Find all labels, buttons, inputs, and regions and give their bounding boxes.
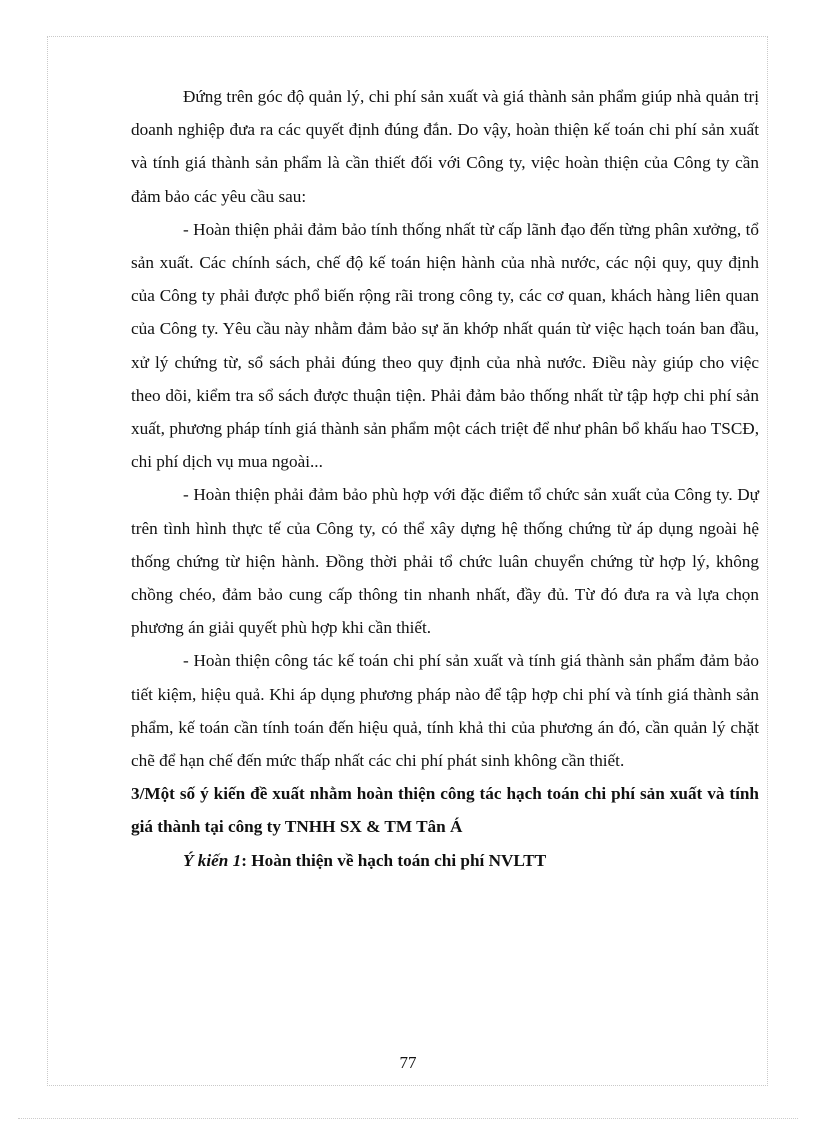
bottom-divider <box>18 1118 798 1119</box>
idea-heading <box>131 844 759 877</box>
page-number: 77 <box>399 1053 417 1072</box>
idea-label: Ý kiến 1 <box>183 850 242 870</box>
paragraph-requirement-suitability: - Hoàn thiện phải đảm bảo phù hợp với đặc điểm tổ chức sản xuất của Công ty. Dự trên tình hình thực tế của Công ty, có thể xây dựng hệ thống chứng từ áp dụng ngoài hệ thống chứng từ hiện hành. Đồng thời phải tổ chức luân chuyển chứng từ hợp lý, không chồng chéo, đảm bảo cung cấp thông tin nhanh nhất, đầy đủ. Từ đó đưa ra và lựa chọn phương án giải quyết phù hợp khi cần thiết. <box>131 485 759 638</box>
paragraph-requirement-efficiency: - Hoàn thiện công tác kế toán chi phí sản xuất và tính giá thành sản phẩm đảm bảo tiết kiệm, hiệu quả. Khi áp dụng phương pháp nào để tập hợp chi phí và tính giá thành sản phẩm, kế toán cần tính toán đến hiệu quả, tính khả thi của phương án đó, cần quản lý chặt chẽ để hạn chế đến mức thấp nhất các chi phí phát sinh không cần thiết. <box>131 651 759 771</box>
document-body <box>131 80 759 877</box>
paragraph-intro: Đứng trên góc độ quản lý, chi phí sản xuất và giá thành sản phẩm giúp nhà quản trị doanh nghiệp đưa ra các quyết định đúng đắn. Do vậy, hoàn thiện kế toán chi phí sản xuất và tính giá thành sản phẩm là cần thiết đối với Công ty, việc hoàn thiện của Công ty cần đảm bảo các yêu cầu sau: <box>131 87 759 206</box>
paragraph-requirement-consistency: - Hoàn thiện phải đảm bảo tính thống nhất từ cấp lãnh đạo đến từng phân xưởng, tổ sản xuất. Các chính sách, chế độ kế toán hiện hành của nhà nước, các nội quy, quy định của Công ty phải được phổ biến rộng rãi trong công ty, các cơ quan, khách hàng liên quan của Công ty. Yêu cầu này nhằm đảm bảo sự ăn khớp nhất quán từ việc hạch toán ban đầu, xử lý chứng từ, sổ sách phải đúng theo quy định của nhà nước. Điều này giúp cho việc theo dõi, kiểm tra sổ sách được thuận tiện. Phải đảm bảo thống nhất từ tập hợp chi phí sản xuất, phương pháp tính giá thành sản phẩm một cách triệt để như phân bổ khấu hao TSCĐ, chi phí dịch vụ mua ngoài... <box>131 219 759 472</box>
idea-text: : Hoàn thiện về hạch toán chi phí NVLTT <box>241 850 547 870</box>
section-heading: 3/Một số ý kiến đề xuất nhằm hoàn thiện công tác hạch toán chi phí sản xuất và tính giá thành tại công ty TNHH SX & TM Tân Á <box>131 784 759 837</box>
